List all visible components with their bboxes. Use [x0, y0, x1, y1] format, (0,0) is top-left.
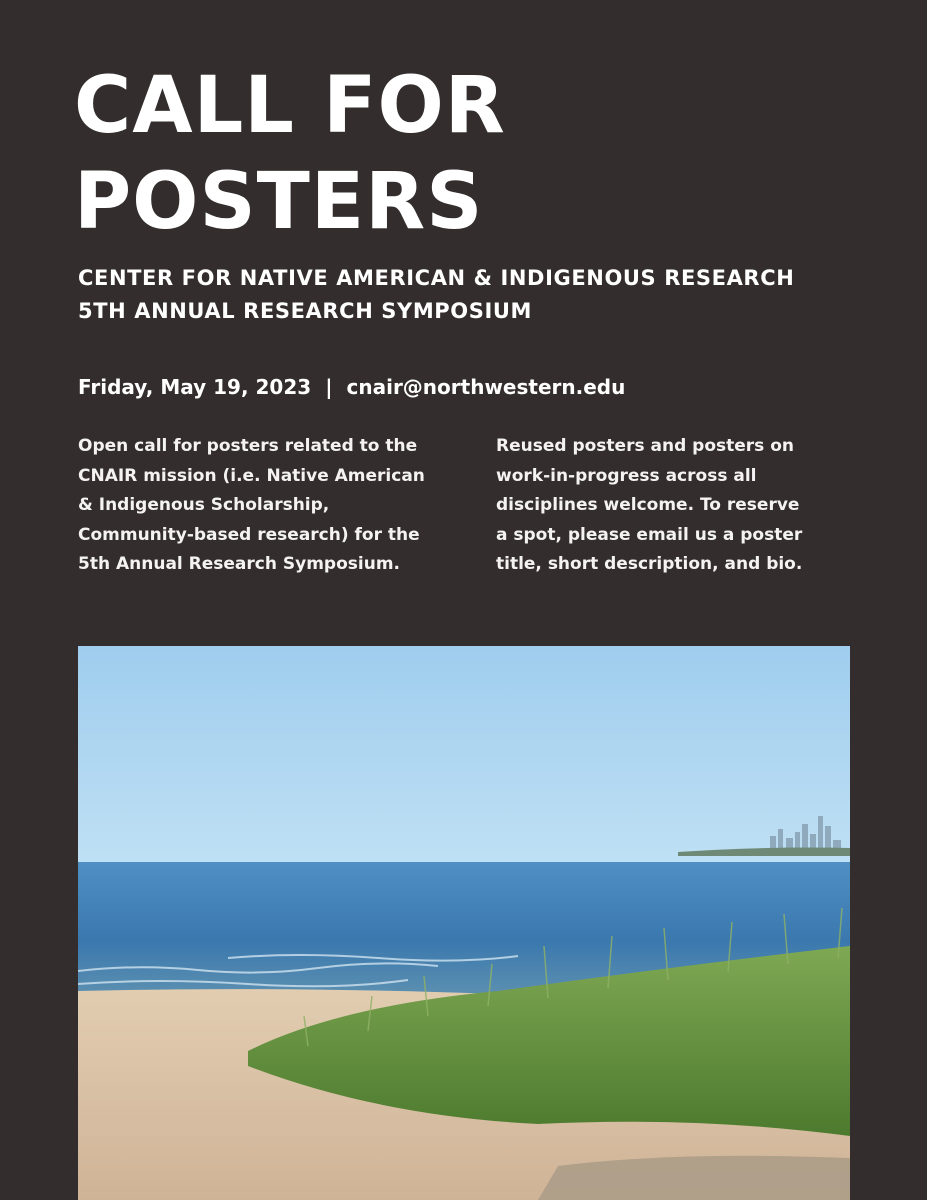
lakeshore-photo	[78, 646, 850, 1200]
description-left-column	[78, 432, 478, 580]
right-line: title, short description, and bio.	[496, 554, 803, 574]
left-line: 5th Annual Research Symposium.	[78, 554, 400, 574]
subtitle-line-2: 5TH ANNUAL RESEARCH SYMPOSIUM	[78, 299, 533, 323]
left-line: Community-based research) for the	[78, 524, 420, 545]
left-line: Open call for posters related to the	[78, 436, 418, 456]
description-right-column	[496, 432, 896, 580]
title-line-2: POSTERS	[74, 157, 484, 247]
organization-subtitle	[78, 262, 794, 328]
event-dateline	[78, 372, 625, 402]
contact-email: cnair@northwestern.edu	[346, 375, 626, 399]
poster-title	[74, 58, 506, 250]
event-date: Friday, May 19, 2023	[78, 375, 312, 399]
left-line: & Indigenous Scholarship,	[78, 495, 330, 515]
title-line-1: CALL FOR	[74, 61, 506, 151]
right-line: Reused posters and posters on	[496, 436, 794, 456]
right-line: work-in-progress across all	[496, 465, 757, 486]
right-line: disciplines welcome. To reserve	[496, 495, 800, 515]
subtitle-line-1: CENTER FOR NATIVE AMERICAN & INDIGENOUS RESEARCH	[78, 266, 795, 290]
right-line: a spot, please email us a poster	[496, 524, 803, 545]
left-line: CNAIR mission (i.e. Native American	[78, 465, 425, 486]
dateline-separator: |	[325, 375, 333, 399]
